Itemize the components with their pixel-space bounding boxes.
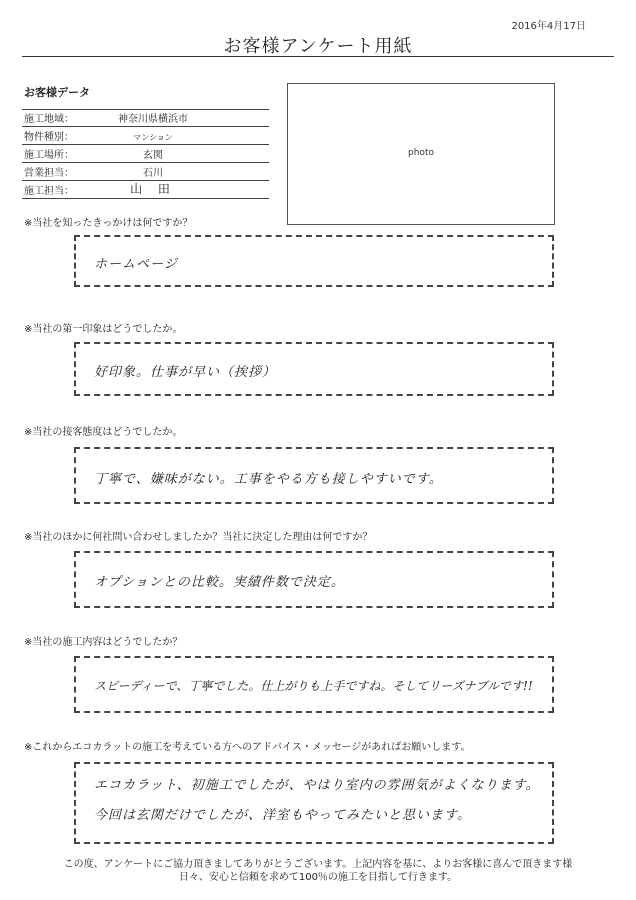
label-sales-rep: 営業担当： [24,168,74,179]
label-location: 施工場所： [24,150,74,161]
question-how-found: ※当社を知ったきっかけは何ですか？ [24,218,193,229]
footer-line-2: 日々、安心と信頼を求めて100％の施工を目指して行きます。 [178,872,458,883]
row-sales-rep [22,163,269,181]
answer-box-service-attitude [74,447,554,504]
answer-box-how-found [74,235,554,287]
question-service-attitude: ※当社の接客態度はどうでしたか。 [24,427,183,438]
survey-date: 2016年4月17日 [511,21,586,32]
customer-data-table [22,109,269,199]
answer-text: 丁寧で、嫌味がない。工事をやる方も接しやすいです。 [94,472,443,487]
value-sales-rep: 石川 [143,168,163,179]
label-area: 施工地域： [24,114,74,125]
answer-text: オプションとの比較。実績件数で決定。 [94,575,345,590]
question-work-quality: ※当社の施工内容はどうでしたか？ [24,637,183,648]
answer-text: 好印象。仕事が早い（挨拶） [94,365,277,380]
footer-message [0,858,636,884]
answer-box-advice-message [74,762,554,844]
answer-box-work-quality [74,656,554,713]
photo-label: photo [408,148,434,158]
footer-line-1: この度、アンケートにご協力頂きましてありがとうございます。上記内容を基に、よりお客様に喜んで頂きます様 [63,859,573,870]
answer-text: ホームページ [94,257,178,272]
value-property-type: マンション [133,133,173,142]
label-installer: 施工担当： [24,186,74,197]
answer-box-first-impression [74,342,554,396]
value-installer: 山 田 [130,182,176,196]
value-location: 玄関 [143,150,163,161]
value-area: 神奈川県横浜市 [118,114,188,125]
row-area [22,109,269,127]
photo-frame [287,83,555,225]
question-first-impression: ※当社の第一印象はどうでしたか。 [24,324,183,335]
row-location [22,145,269,163]
answer-text: スピーディーで、丁寧でした。仕上がりも上手ですね。そしてリーズナブルです!! [94,679,533,693]
customer-data-heading: お客様データ [24,86,90,99]
question-comparison-reason: ※当社のほかに何社問い合わせしましたか？当社に決定した理由は何ですか？ [24,532,373,543]
answer-text-line-2: 今回は玄関だけでしたが、洋室もやってみたいと思います。 [94,808,471,823]
answer-box-comparison-reason [74,551,554,608]
title-divider [22,56,614,57]
row-property-type [22,127,269,145]
label-property-type: 物件種別： [24,132,74,143]
row-installer [22,181,269,199]
answer-text-line-1: エコカラット、初施工でしたが、やはり室内の雰囲気がよくなります。 [94,778,540,793]
question-advice-message: ※これからエコカラットの施工を考えている方へのアドバイス・メッセージがあればお願いします。 [24,742,471,753]
page-title: お客様アンケート用紙 [223,36,413,57]
